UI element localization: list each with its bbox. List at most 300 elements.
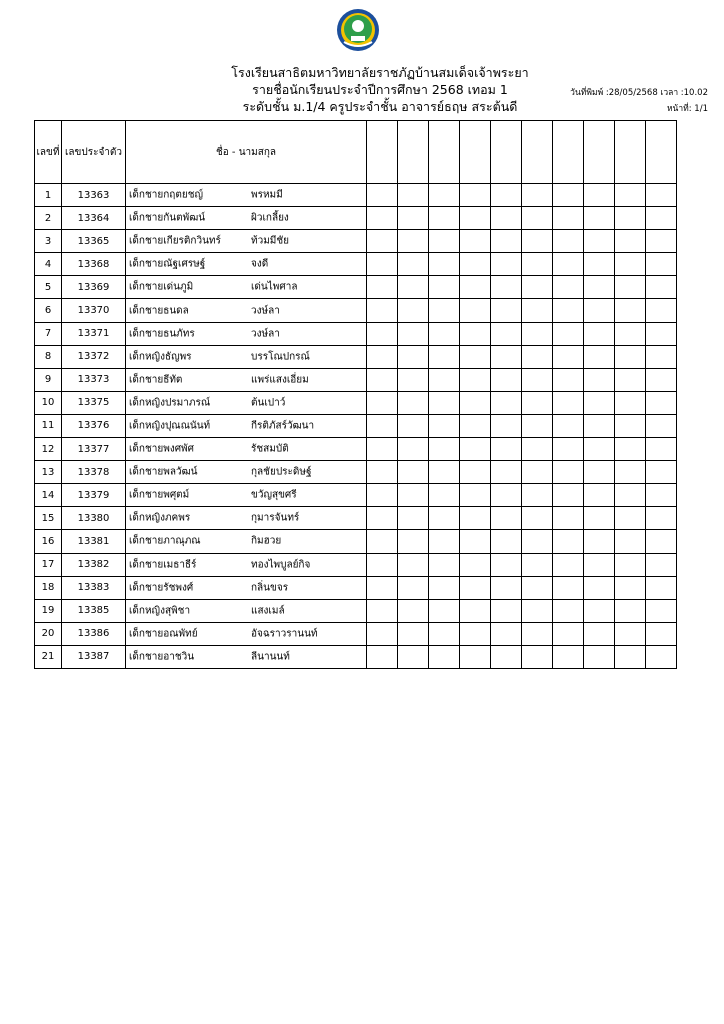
header-blank <box>398 121 429 184</box>
table-row <box>35 253 677 276</box>
blank-check-cell <box>398 484 429 507</box>
blank-check-cell <box>553 530 584 553</box>
blank-check-cell <box>646 299 677 322</box>
table-row <box>35 368 677 391</box>
student-id: 13382 <box>62 553 126 576</box>
print-date: วันที่พิมพ์ :28/05/2568 เวลา :10.02 <box>570 88 708 98</box>
student-name-cell <box>126 645 367 668</box>
student-name-cell <box>126 322 367 345</box>
table-row <box>35 645 677 668</box>
blank-check-cell <box>584 576 615 599</box>
student-first-name: เด็กหญิงปุณณนันท์ <box>129 420 211 432</box>
student-first-name: เด็กชายภาณุภณ <box>129 535 201 547</box>
blank-check-cell <box>584 599 615 622</box>
blank-check-cell <box>584 414 615 437</box>
blank-check-cell <box>491 345 522 368</box>
student-first-name: เด็กชายเกียรติกวินทร์ <box>129 235 221 247</box>
blank-check-cell <box>429 599 460 622</box>
blank-check-cell <box>367 576 398 599</box>
blank-check-cell <box>460 253 491 276</box>
blank-check-cell <box>646 530 677 553</box>
header-blank <box>491 121 522 184</box>
blank-check-cell <box>460 530 491 553</box>
blank-check-cell <box>584 391 615 414</box>
blank-check-cell <box>429 299 460 322</box>
blank-check-cell <box>615 576 646 599</box>
row-number: 10 <box>35 391 62 414</box>
blank-check-cell <box>460 391 491 414</box>
student-name-cell <box>126 184 367 207</box>
row-number: 15 <box>35 507 62 530</box>
table-row <box>35 345 677 368</box>
header-blank <box>367 121 398 184</box>
student-id: 13387 <box>62 645 126 668</box>
blank-check-cell <box>429 253 460 276</box>
student-id: 13383 <box>62 576 126 599</box>
blank-check-cell <box>398 553 429 576</box>
blank-check-cell <box>646 391 677 414</box>
student-id: 13363 <box>62 184 126 207</box>
blank-check-cell <box>491 461 522 484</box>
blank-check-cell <box>522 184 553 207</box>
student-first-name: เด็กหญิงปรมาภรณ์ <box>129 397 211 409</box>
student-first-name: เด็กหญิงธัญพร <box>129 351 192 363</box>
blank-check-cell <box>367 322 398 345</box>
blank-check-cell <box>522 507 553 530</box>
table-row <box>35 530 677 553</box>
student-last-name: กลิ่นขจร <box>251 582 289 594</box>
row-number: 11 <box>35 414 62 437</box>
student-first-name: เด็กชายอณพัทย์ <box>129 628 198 640</box>
header-student-id: เลขประจำตัว <box>62 121 126 184</box>
student-id: 13364 <box>62 207 126 230</box>
table-row <box>35 391 677 414</box>
student-last-name: กุลชัยประดิษฐ์ <box>251 466 312 478</box>
row-number: 16 <box>35 530 62 553</box>
blank-check-cell <box>491 645 522 668</box>
student-last-name: แพร่แสงเอี่ยม <box>251 374 309 386</box>
student-name-cell <box>126 368 367 391</box>
blank-check-cell <box>429 622 460 645</box>
blank-check-cell <box>553 299 584 322</box>
table-row <box>35 507 677 530</box>
blank-check-cell <box>646 461 677 484</box>
blank-check-cell <box>460 438 491 461</box>
blank-check-cell <box>615 553 646 576</box>
blank-check-cell <box>615 484 646 507</box>
student-last-name: ผิวเกลี้ยง <box>251 212 289 224</box>
blank-check-cell <box>460 507 491 530</box>
student-last-name: กีรติภัสร์วัฒนา <box>251 420 315 432</box>
blank-check-cell <box>584 507 615 530</box>
blank-check-cell <box>491 553 522 576</box>
blank-check-cell <box>491 207 522 230</box>
blank-check-cell <box>553 645 584 668</box>
blank-check-cell <box>553 230 584 253</box>
student-name-cell <box>126 622 367 645</box>
blank-check-cell <box>646 368 677 391</box>
blank-check-cell <box>553 484 584 507</box>
blank-check-cell <box>460 645 491 668</box>
student-last-name: บรรโณปกรณ์ <box>251 351 310 363</box>
student-first-name: เด็กชายอาชวิน <box>129 651 195 663</box>
row-number: 13 <box>35 461 62 484</box>
student-name-cell <box>126 299 367 322</box>
blank-check-cell <box>429 576 460 599</box>
blank-check-cell <box>522 414 553 437</box>
blank-check-cell <box>491 299 522 322</box>
blank-check-cell <box>522 438 553 461</box>
blank-check-cell <box>522 461 553 484</box>
blank-check-cell <box>367 299 398 322</box>
blank-check-cell <box>553 576 584 599</box>
blank-check-cell <box>367 645 398 668</box>
header-blank <box>553 121 584 184</box>
student-first-name: เด็กชายธนภัทร <box>129 328 195 340</box>
blank-check-cell <box>460 299 491 322</box>
blank-check-cell <box>491 507 522 530</box>
roster-body <box>35 184 677 669</box>
student-name-cell <box>126 207 367 230</box>
student-first-name: เด็กชายรัชพงศ์ <box>129 582 194 594</box>
header-blank <box>429 121 460 184</box>
blank-check-cell <box>646 322 677 345</box>
header-blank <box>615 121 646 184</box>
student-id: 13370 <box>62 299 126 322</box>
blank-check-cell <box>491 322 522 345</box>
blank-check-cell <box>553 438 584 461</box>
student-name-cell <box>126 391 367 414</box>
blank-check-cell <box>398 530 429 553</box>
student-first-name: เด็กหญิงภคพร <box>129 512 191 524</box>
row-number: 20 <box>35 622 62 645</box>
blank-check-cell <box>429 414 460 437</box>
blank-check-cell <box>584 207 615 230</box>
blank-check-cell <box>460 414 491 437</box>
blank-check-cell <box>429 484 460 507</box>
blank-check-cell <box>460 345 491 368</box>
blank-check-cell <box>646 645 677 668</box>
student-last-name: ลีนานนท์ <box>251 651 290 663</box>
blank-check-cell <box>646 622 677 645</box>
blank-check-cell <box>398 507 429 530</box>
table-row <box>35 438 677 461</box>
student-first-name: เด็กชายเด่นภูมิ <box>129 281 194 293</box>
blank-check-cell <box>491 253 522 276</box>
student-name-cell <box>126 484 367 507</box>
student-last-name: รัชสมบัติ <box>251 443 289 455</box>
table-header-row <box>35 121 677 184</box>
student-id: 13377 <box>62 438 126 461</box>
blank-check-cell <box>553 391 584 414</box>
blank-check-cell <box>615 438 646 461</box>
blank-check-cell <box>491 484 522 507</box>
blank-check-cell <box>429 230 460 253</box>
header-blank <box>460 121 491 184</box>
blank-check-cell <box>367 484 398 507</box>
blank-check-cell <box>584 368 615 391</box>
blank-check-cell <box>522 553 553 576</box>
student-id: 13386 <box>62 622 126 645</box>
header-blank <box>646 121 677 184</box>
blank-check-cell <box>429 276 460 299</box>
blank-check-cell <box>367 184 398 207</box>
table-row <box>35 461 677 484</box>
student-name-cell <box>126 530 367 553</box>
blank-check-cell <box>522 253 553 276</box>
student-id: 13381 <box>62 530 126 553</box>
student-roster-table <box>34 120 677 669</box>
student-first-name: เด็กชายพลวัฒน์ <box>129 466 198 478</box>
school-name: โรงเรียนสาธิตมหาวิทยาลัยราชภัฏบ้านสมเด็จเจ้าพระยา <box>231 65 529 80</box>
blank-check-cell <box>522 230 553 253</box>
blank-check-cell <box>367 553 398 576</box>
row-number: 19 <box>35 599 62 622</box>
blank-check-cell <box>646 484 677 507</box>
blank-check-cell <box>398 184 429 207</box>
blank-check-cell <box>553 253 584 276</box>
table-row <box>35 576 677 599</box>
blank-check-cell <box>584 276 615 299</box>
blank-check-cell <box>646 438 677 461</box>
blank-check-cell <box>491 184 522 207</box>
table-row <box>35 322 677 345</box>
blank-check-cell <box>553 507 584 530</box>
blank-check-cell <box>491 530 522 553</box>
blank-check-cell <box>646 253 677 276</box>
student-first-name: เด็กชายกันตพัฒน์ <box>129 212 206 224</box>
table-row <box>35 484 677 507</box>
student-last-name: ขวัญสุขศรี <box>251 489 297 501</box>
blank-check-cell <box>615 645 646 668</box>
blank-check-cell <box>553 345 584 368</box>
blank-check-cell <box>491 599 522 622</box>
blank-check-cell <box>398 622 429 645</box>
blank-check-cell <box>491 438 522 461</box>
table-row <box>35 599 677 622</box>
table-row <box>35 414 677 437</box>
blank-check-cell <box>553 622 584 645</box>
student-first-name: เด็กชายเมธาธีร์ <box>129 559 197 571</box>
blank-check-cell <box>429 645 460 668</box>
blank-check-cell <box>553 368 584 391</box>
student-name-cell <box>126 253 367 276</box>
row-number: 18 <box>35 576 62 599</box>
student-last-name: กิมฮวย <box>251 535 282 547</box>
blank-check-cell <box>460 599 491 622</box>
blank-check-cell <box>522 599 553 622</box>
blank-check-cell <box>615 230 646 253</box>
blank-check-cell <box>429 184 460 207</box>
student-first-name: เด็กชายธีทัต <box>129 374 183 386</box>
blank-check-cell <box>584 322 615 345</box>
blank-check-cell <box>522 484 553 507</box>
blank-check-cell <box>522 276 553 299</box>
blank-check-cell <box>646 414 677 437</box>
blank-check-cell <box>398 276 429 299</box>
student-last-name: อัจฉราวรานนท์ <box>251 628 318 640</box>
blank-check-cell <box>584 530 615 553</box>
row-number: 2 <box>35 207 62 230</box>
student-name-cell <box>126 438 367 461</box>
blank-check-cell <box>429 553 460 576</box>
blank-check-cell <box>584 553 615 576</box>
blank-check-cell <box>367 622 398 645</box>
blank-check-cell <box>646 207 677 230</box>
blank-check-cell <box>615 207 646 230</box>
blank-check-cell <box>615 253 646 276</box>
school-logo <box>336 8 380 52</box>
blank-check-cell <box>615 391 646 414</box>
blank-check-cell <box>553 461 584 484</box>
blank-check-cell <box>429 368 460 391</box>
student-name-cell <box>126 345 367 368</box>
student-first-name: เด็กชายพศุตม์ <box>129 489 190 501</box>
table-row <box>35 299 677 322</box>
blank-check-cell <box>367 507 398 530</box>
blank-check-cell <box>429 391 460 414</box>
blank-check-cell <box>491 622 522 645</box>
blank-check-cell <box>429 207 460 230</box>
blank-check-cell <box>584 299 615 322</box>
blank-check-cell <box>584 484 615 507</box>
blank-check-cell <box>553 553 584 576</box>
blank-check-cell <box>429 438 460 461</box>
row-number: 5 <box>35 276 62 299</box>
student-name-cell <box>126 576 367 599</box>
blank-check-cell <box>584 461 615 484</box>
blank-check-cell <box>429 530 460 553</box>
table-row <box>35 230 677 253</box>
row-number: 1 <box>35 184 62 207</box>
blank-check-cell <box>398 299 429 322</box>
student-name-cell <box>126 553 367 576</box>
student-id: 13379 <box>62 484 126 507</box>
blank-check-cell <box>367 345 398 368</box>
blank-check-cell <box>367 207 398 230</box>
student-last-name: เด่นไพศาล <box>251 281 298 293</box>
blank-check-cell <box>367 230 398 253</box>
student-id: 13371 <box>62 322 126 345</box>
blank-check-cell <box>491 276 522 299</box>
student-last-name: ต้นเปาว์ <box>251 397 286 409</box>
table-row <box>35 207 677 230</box>
blank-check-cell <box>522 530 553 553</box>
blank-check-cell <box>460 622 491 645</box>
blank-check-cell <box>584 253 615 276</box>
blank-check-cell <box>615 507 646 530</box>
blank-check-cell <box>398 322 429 345</box>
blank-check-cell <box>615 322 646 345</box>
student-name-cell <box>126 507 367 530</box>
blank-check-cell <box>584 345 615 368</box>
student-id: 13375 <box>62 391 126 414</box>
header-number: เลขที่ <box>35 121 62 184</box>
student-name-cell <box>126 599 367 622</box>
student-id: 13373 <box>62 368 126 391</box>
row-number: 9 <box>35 368 62 391</box>
row-number: 3 <box>35 230 62 253</box>
student-id: 13376 <box>62 414 126 437</box>
student-id: 13372 <box>62 345 126 368</box>
blank-check-cell <box>615 299 646 322</box>
blank-check-cell <box>646 507 677 530</box>
blank-check-cell <box>522 299 553 322</box>
blank-check-cell <box>367 461 398 484</box>
table-row <box>35 553 677 576</box>
row-number: 12 <box>35 438 62 461</box>
blank-check-cell <box>460 322 491 345</box>
blank-check-cell <box>367 530 398 553</box>
page-number: หน้าที่: 1/1 <box>666 104 708 114</box>
blank-check-cell <box>584 645 615 668</box>
student-name-cell <box>126 230 367 253</box>
blank-check-cell <box>615 622 646 645</box>
blank-check-cell <box>584 230 615 253</box>
blank-check-cell <box>367 368 398 391</box>
blank-check-cell <box>367 276 398 299</box>
blank-check-cell <box>429 322 460 345</box>
blank-check-cell <box>398 599 429 622</box>
blank-check-cell <box>646 184 677 207</box>
row-number: 7 <box>35 322 62 345</box>
blank-check-cell <box>398 368 429 391</box>
blank-check-cell <box>491 368 522 391</box>
header-blank <box>522 121 553 184</box>
student-last-name: จงดี <box>251 258 269 270</box>
blank-check-cell <box>460 576 491 599</box>
blank-check-cell <box>367 253 398 276</box>
blank-check-cell <box>522 368 553 391</box>
blank-check-cell <box>367 599 398 622</box>
student-id: 13380 <box>62 507 126 530</box>
student-last-name: วงษ์ลา <box>251 328 280 340</box>
student-last-name: ทองไพบูลย์กิจ <box>251 559 311 571</box>
blank-check-cell <box>553 414 584 437</box>
student-first-name: เด็กชายพงศพัศ <box>129 443 194 455</box>
student-first-name: เด็กหญิงสุพิชา <box>129 605 191 617</box>
student-id: 13369 <box>62 276 126 299</box>
student-id: 13365 <box>62 230 126 253</box>
row-number: 6 <box>35 299 62 322</box>
blank-check-cell <box>398 414 429 437</box>
blank-check-cell <box>367 414 398 437</box>
blank-check-cell <box>398 253 429 276</box>
blank-check-cell <box>584 184 615 207</box>
blank-check-cell <box>615 461 646 484</box>
student-last-name: กุมารจันทร์ <box>251 512 300 524</box>
blank-check-cell <box>460 276 491 299</box>
row-number: 4 <box>35 253 62 276</box>
header-full-name: ชื่อ - นามสกุล <box>126 121 367 184</box>
blank-check-cell <box>491 391 522 414</box>
student-id: 13368 <box>62 253 126 276</box>
blank-check-cell <box>615 530 646 553</box>
student-first-name: เด็กชายณัฐเศรษฐ์ <box>129 258 206 270</box>
blank-check-cell <box>615 599 646 622</box>
blank-check-cell <box>615 184 646 207</box>
blank-check-cell <box>429 461 460 484</box>
student-name-cell <box>126 414 367 437</box>
student-id: 13378 <box>62 461 126 484</box>
blank-check-cell <box>460 553 491 576</box>
blank-check-cell <box>429 345 460 368</box>
blank-check-cell <box>398 345 429 368</box>
blank-check-cell <box>460 184 491 207</box>
blank-check-cell <box>491 414 522 437</box>
blank-check-cell <box>398 645 429 668</box>
blank-check-cell <box>522 391 553 414</box>
